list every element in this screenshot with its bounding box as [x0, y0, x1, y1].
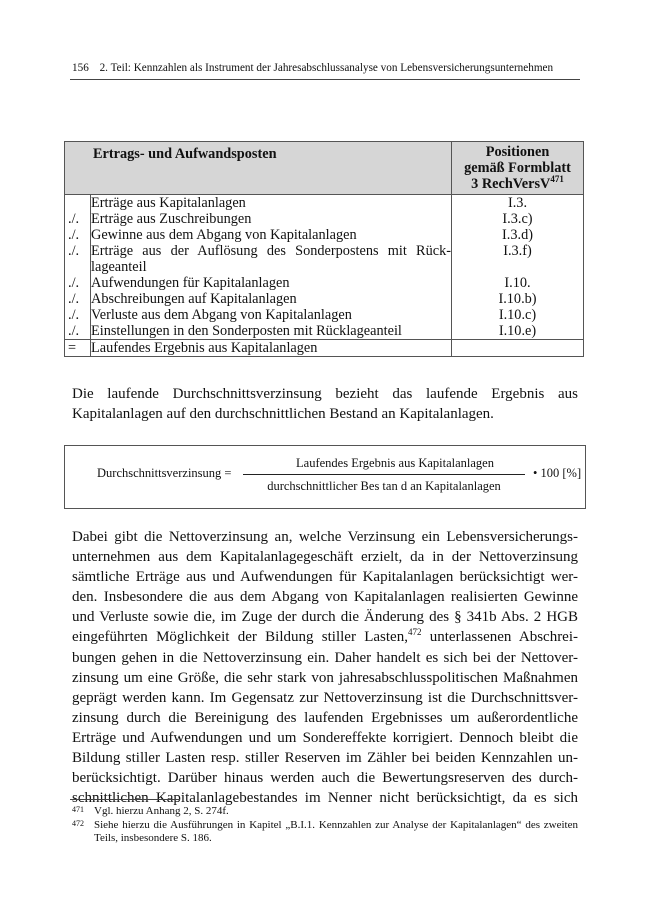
footnote-text: Vgl. hierzu Anhang 2, S. 274f. — [94, 805, 229, 817]
text-line: und Verluste sowie die, im Zuge der durch die Änderung des § 341b Abs. 2 HGB — [72, 609, 578, 626]
table-header-row — [65, 142, 584, 195]
page-number: 156 — [72, 62, 89, 74]
text-line: bungen gehen in die Nettoverzinsung ein. Daher handelt es sich bei der Nettover- — [72, 649, 578, 666]
table-row: ./. Erträge aus der Auflösung des Sonderpostens mit Rück- lageanteil I.3.f) — [65, 243, 584, 275]
paragraph-main — [72, 527, 578, 808]
text-line: eingeführten Möglichkeit der Bildung stiller Lasten,$^{472}$ unterlassenen Abschrei- — [72, 627, 579, 646]
table-row: ./. Gewinne aus dem Abgang von Kapitalanlagen I.3.d) — [65, 227, 584, 243]
header-posten: Ertrags- und Aufwandsposten — [65, 142, 452, 195]
footnote-number: 471 — [72, 805, 84, 814]
formula-box — [64, 445, 586, 509]
text-line: sämtliche Erträge aus und Aufwendungen für Kapitalanlagen berücksichtigt wer- — [72, 569, 578, 586]
formula-numerator: Laufendes Ergebnis aus Kapitalanlagen — [296, 456, 494, 470]
running-header — [72, 62, 578, 74]
footnote-number: 472 — [72, 819, 84, 828]
table-total-row: = Laufendes Ergebnis aus Kapitalanlagen — [65, 340, 584, 357]
text-line: geprägt werden kann. Im Gegensatz zur Nettoverzinsung ist die Durchschnittsver- — [72, 689, 578, 706]
text-line: unternehmen aus dem Kapitalanlagegeschäft erzielt, da in der Nettoverzinsung — [72, 549, 578, 566]
income-expense-table — [64, 141, 584, 357]
table-row: ./. Abschreibungen auf Kapitalanlagen I.10.b) — [65, 291, 584, 307]
header-rule — [70, 79, 580, 80]
text-line: schnittlichen Kapitalanlagebestandes im Nenner nicht berücksichtigt, da es sich — [72, 790, 578, 807]
formula-label: Durchschnittsverzinsung = — [97, 466, 232, 480]
header-positionen: Positionen gemäß Formblatt 3 RechVersV$^{471}$ — [452, 142, 584, 195]
table-row: ./. Aufwendungen für Kapitalanlagen I.10. — [65, 275, 584, 291]
footnote-rule — [70, 799, 180, 800]
table-row: ./. Erträge aus Zuschreibungen I.3.c) — [65, 211, 584, 227]
footnote-ref: 472 — [407, 627, 422, 638]
text-line: zinsung durch die Bereinigung des laufenden Ergebnisses um außerordentliche — [72, 709, 578, 726]
text-line: Bildung stiller Lasten resp. stiller Reserven im Zähler bei beiden Kennzahlen un- — [72, 750, 578, 767]
footnote — [72, 819, 578, 845]
text-line: Erträge und Aufwendungen und um Sondereffekte korrigiert. Dennoch bleibt die — [72, 729, 578, 746]
paragraph-intro: Die laufende Durchschnittsverzinsung bezieht das laufende Ergebnis aus Kapitalanlagen auf den durchschnittlichen Bestand an Kapitalanlagen. — [72, 386, 578, 422]
running-title: 2. Teil: Kennzahlen als Instrument der Jahresabschlussanalyse von Lebensversicherungsunternehmen — [99, 62, 554, 74]
table-row: ./. Einstellungen in den Sonderposten mit Rücklageanteil I.10.e) — [65, 323, 584, 340]
formula-denominator: durchschnittlicher Bes tan d an Kapitalanlagen — [267, 479, 501, 493]
text-line: zinsung um eine Größe, die sehr stark von jahresabschlusspolitischen Maßnahmen — [72, 669, 578, 686]
footnote-text: Siehe hierzu die Ausführungen in Kapitel „B.I.1. Kennzahlen zur Analyse der Kapitalanlagen“ des zweiten Teils, insbesondere S. 186. — [94, 819, 578, 844]
table-row: Erträge aus Kapitalanlagen I.3. — [65, 195, 584, 212]
formula-factor: • 100 [%] — [533, 466, 582, 480]
text-line: Dabei gibt die Nettoverzinsung an, welche Verzinsung ein Lebensversicherungs- — [72, 529, 578, 545]
table-row: ./. Verluste aus dem Abgang von Kapitalanlagen I.10.c) — [65, 307, 584, 323]
text-line: berücksichtigt. Darüber hinaus werden auch die Bewertungsreserven des durch- — [72, 770, 578, 787]
text-line: den. Insbesondere die aus dem Abgang von Kapitalanlagen realisierten Gewinne — [72, 589, 578, 606]
fraction-bar — [243, 474, 525, 475]
footnote — [72, 805, 578, 818]
